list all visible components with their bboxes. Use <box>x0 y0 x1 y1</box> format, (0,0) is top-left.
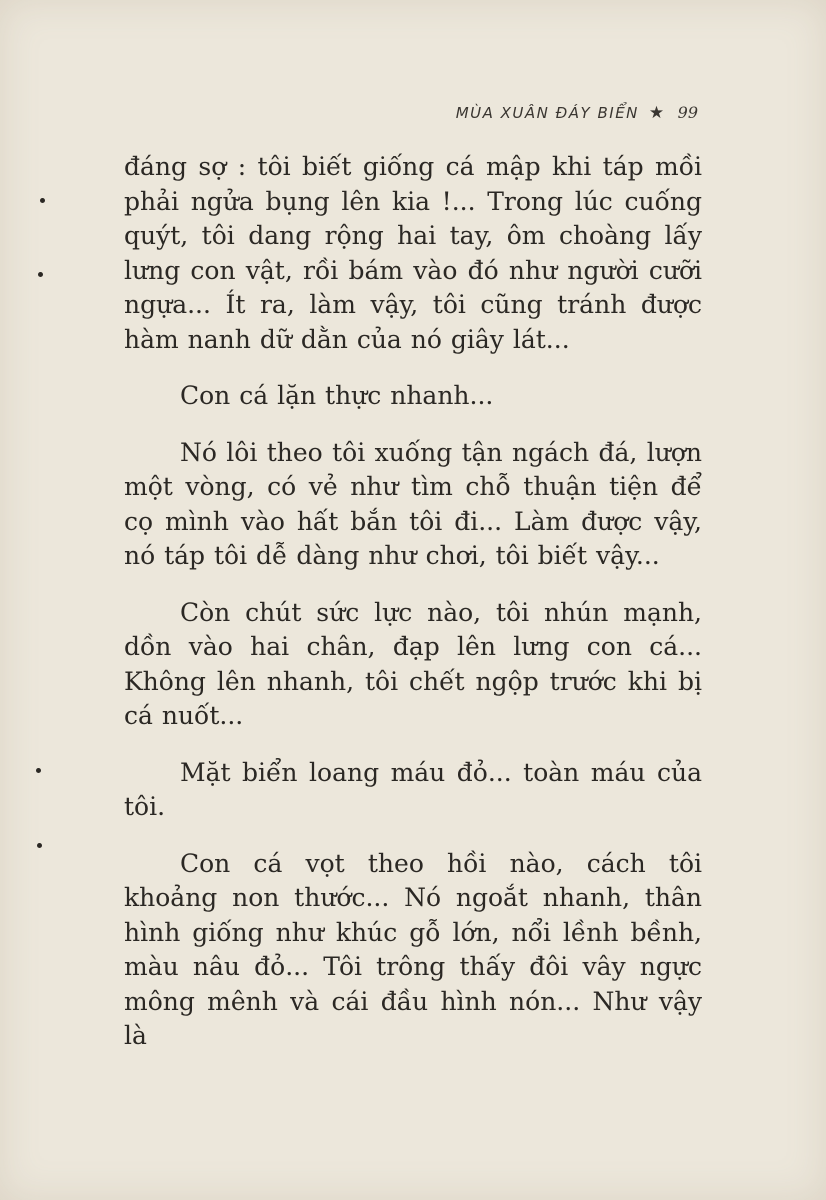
margin-dot-1 <box>40 198 45 203</box>
paragraph: Còn chút sức lực nào, tôi nhún mạnh, dồn vào hai chân, đạp lên lưng con cá... Không lên nhanh, tôi chết ngộp trước khi bị cá nuốt... <box>124 597 702 730</box>
body-text <box>124 150 702 1076</box>
margin-dot-3 <box>36 768 41 773</box>
margin-dot-2 <box>38 272 43 277</box>
running-title: MÙA XUÂN ĐÁY BIỂN <box>455 104 639 122</box>
page-number: 99 <box>677 103 698 122</box>
paragraph: Con cá lặn thực nhanh... <box>180 381 494 410</box>
paragraph: Nó lôi theo tôi xuống tận ngách đá, lượn một vòng, có vẻ như tìm chỗ thuận tiện để cọ mình vào hất bắn tôi đi... Làm được vậy, nó táp tôi dễ dàng như chơi, tôi biết vậy... <box>124 437 702 570</box>
running-header <box>456 103 698 123</box>
paragraph: Mặt biển loang máu đỏ... toàn máu của tôi. <box>124 757 702 821</box>
paragraph: đáng sợ : tôi biết giống cá mập khi táp mồi phải ngửa bụng lên kia !... Trong lúc cuống quýt, tôi dang rộng hai tay, ôm choàng lấy lưng con vật, rồi bám vào đó như người cưỡi ngựa... Ít ra, làm vậy, tôi cũng tránh được hàm nanh dữ dằn của nó giây lát... <box>124 152 702 354</box>
paragraph: Con cá vọt theo hồi nào, cách tôi khoảng non thước... Nó ngoắt nhanh, thân hình giống như khúc gỗ lớn, nổi lềnh bềnh, màu nâu đỏ... Tôi trông thấy đôi vây ngực mông mênh và cái đầu hình nón... Như vậy là <box>124 848 702 1050</box>
margin-dot-4 <box>37 843 42 848</box>
star-icon: ★ <box>648 103 666 123</box>
